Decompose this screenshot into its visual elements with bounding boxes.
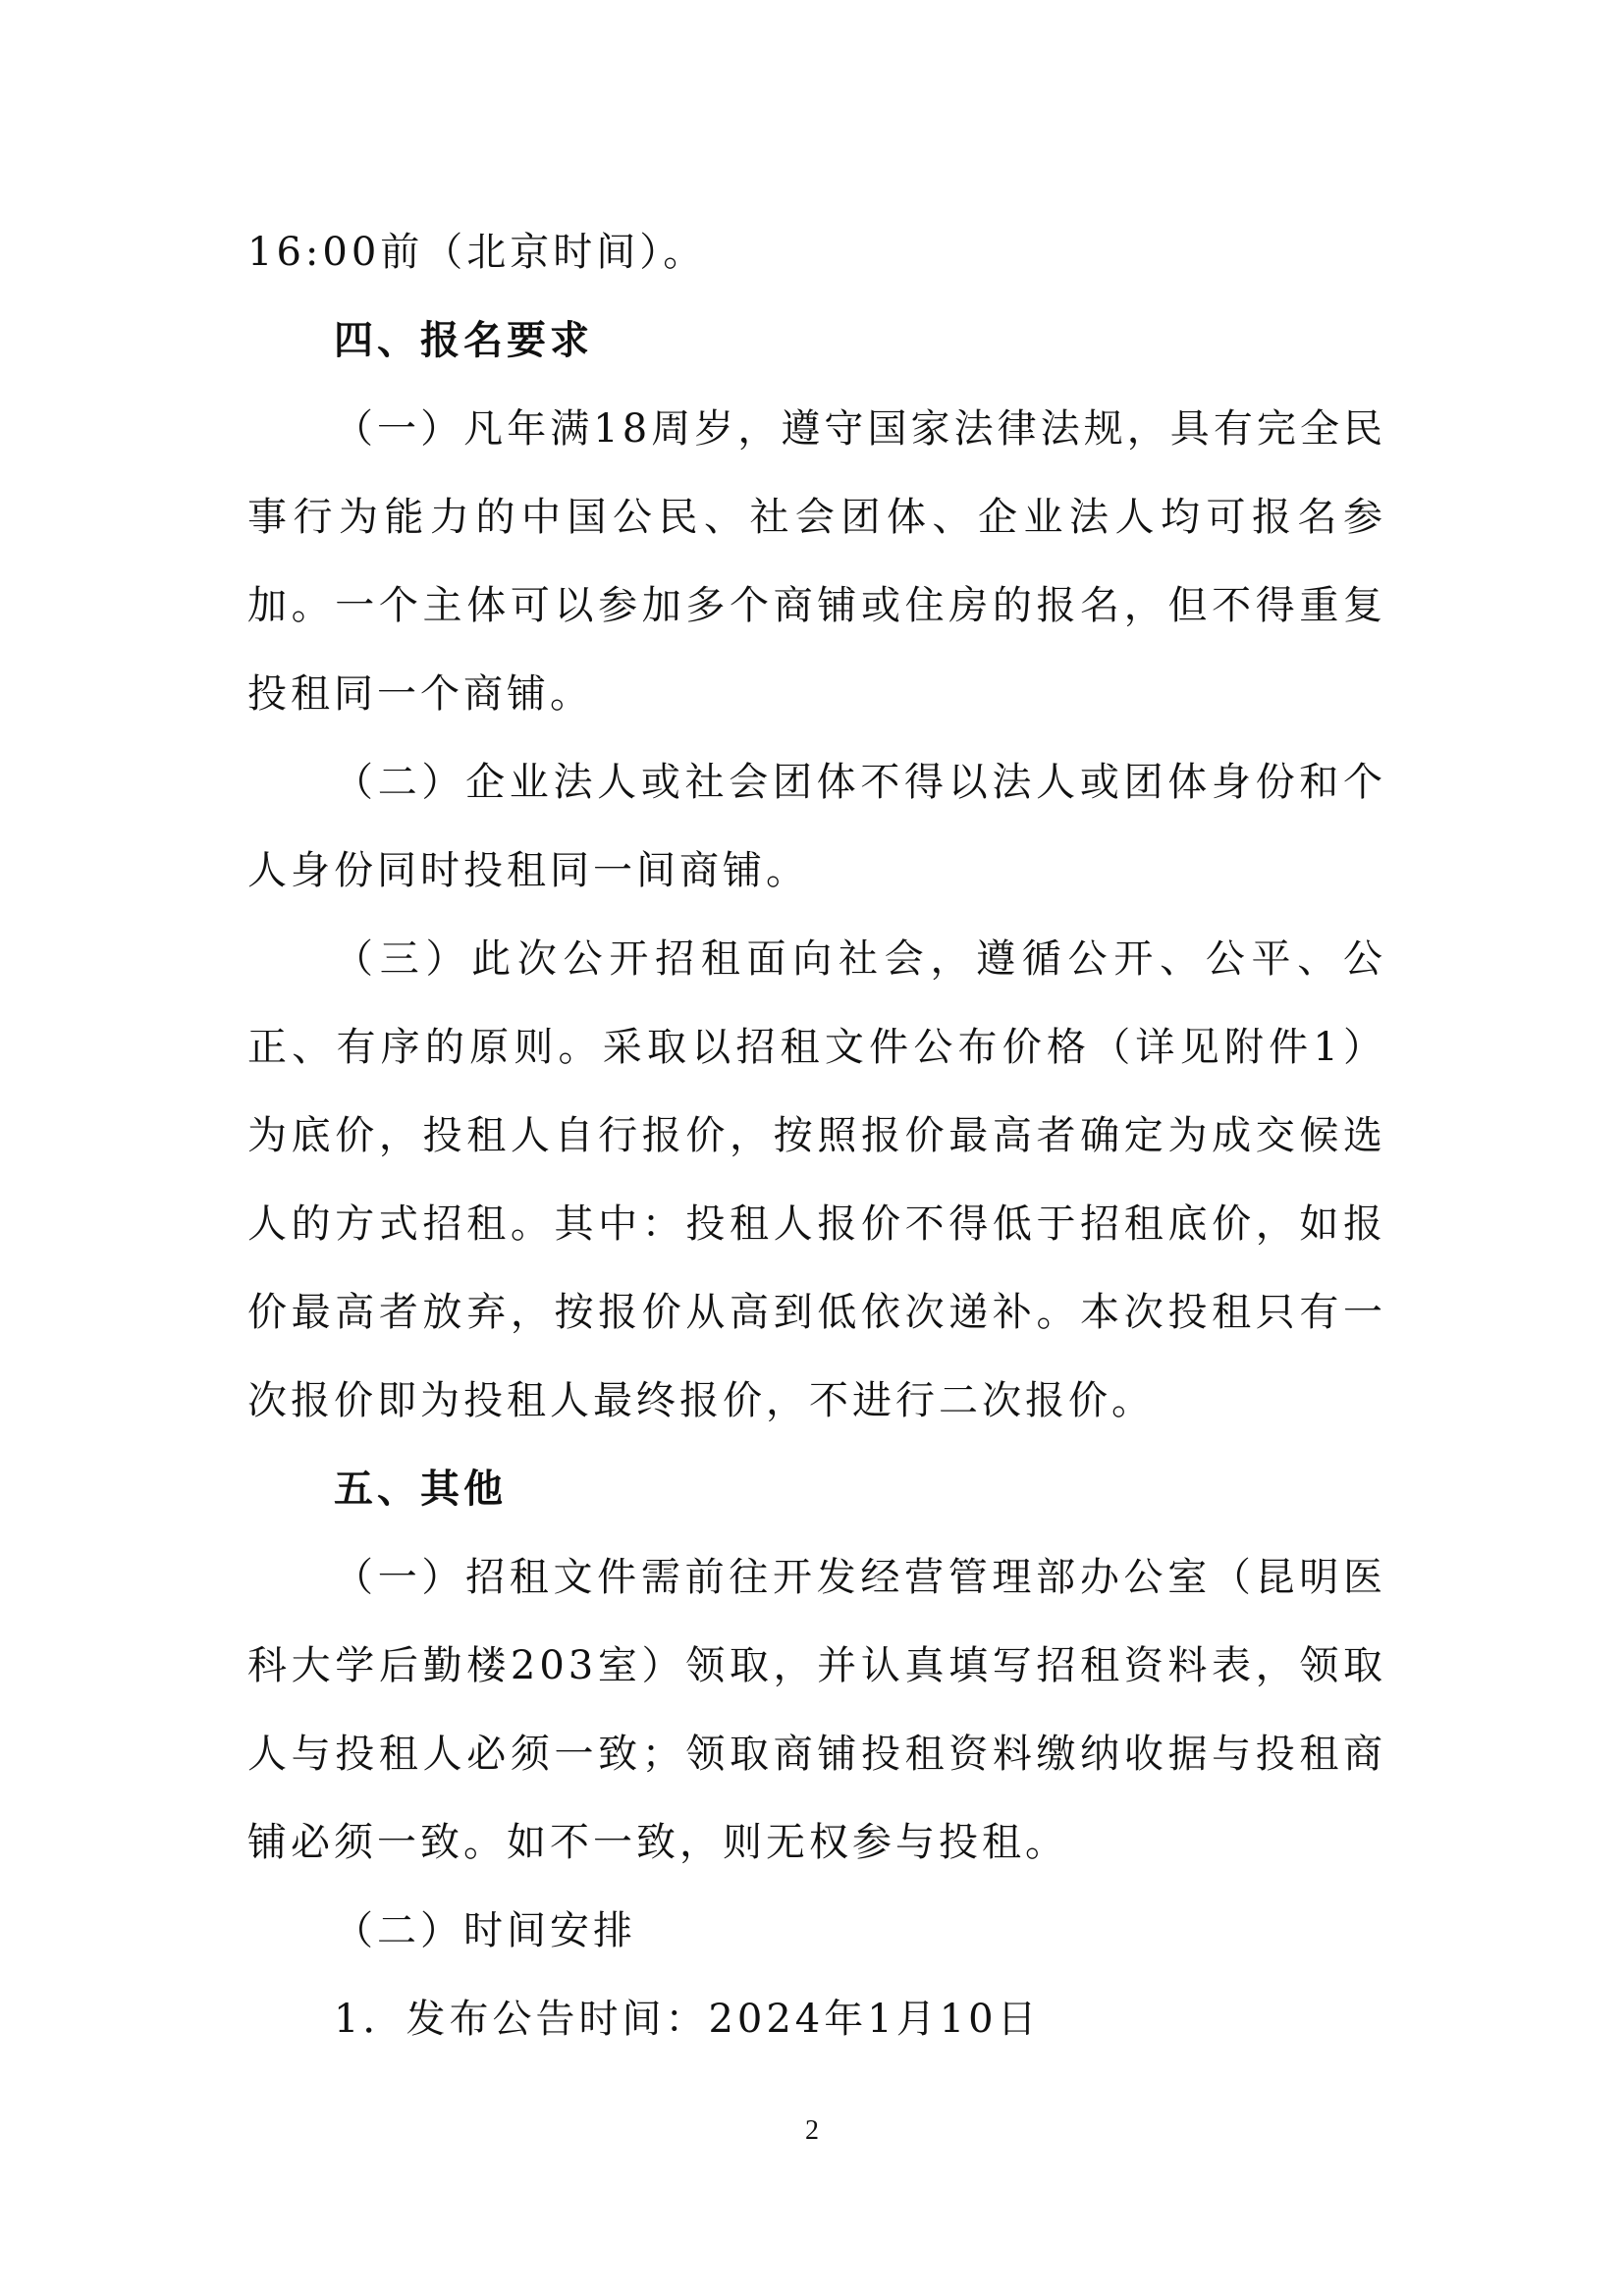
page-number: 2 <box>805 2115 819 2146</box>
paragraph-requirement-3: （三）此次公开招租面向社会，遵循公开、公平、公正、有序的原则。采取以招租文件公布价格（详见附件1）为底价，投租人自行报价，按照报价最高者确定为成交候选人的方式招租。其中：投租人报价不得低于招租底价，如报价最高者放弃，按报价从高到低依次递补。本次投租只有一次报价即为投租人最终报价，不进行二次报价。 <box>247 936 1386 1423</box>
section-heading-other: 五、其他 <box>334 1467 507 1512</box>
paragraph-schedule-title: （二）时间安排 <box>334 1908 636 1953</box>
paragraph-requirement-1: （一）凡年满18周岁，遵守国家法律法规，具有完全民事行为能力的中国公民、社会团体、企业法人均可报名参加。一个主体可以参加多个商铺或住房的报名，但不得重复投租同一个商铺。 <box>247 406 1386 717</box>
document-body <box>247 208 1386 2063</box>
paragraph-requirement-2: （二）企业法人或社会团体不得以法人或团体身份和个人身份同时投租同一间商铺。 <box>247 760 1386 893</box>
section-heading-registration-requirements: 四、报名要求 <box>334 318 593 363</box>
lead-paragraph: 16:00前（北京时间）。 <box>247 230 707 275</box>
paragraph-schedule-item-1: 1．发布公告时间：2024年1月10日 <box>334 1997 1041 2042</box>
paragraph-other-1: （一）招租文件需前往开发经营管理部办公室（昆明医科大学后勤楼203室）领取，并认真填写招租资料表，领取人与投租人必须一致；领取商铺投租资料缴纳收据与投租商铺必须一致。如不一致，则无权参与投租。 <box>247 1555 1386 1865</box>
